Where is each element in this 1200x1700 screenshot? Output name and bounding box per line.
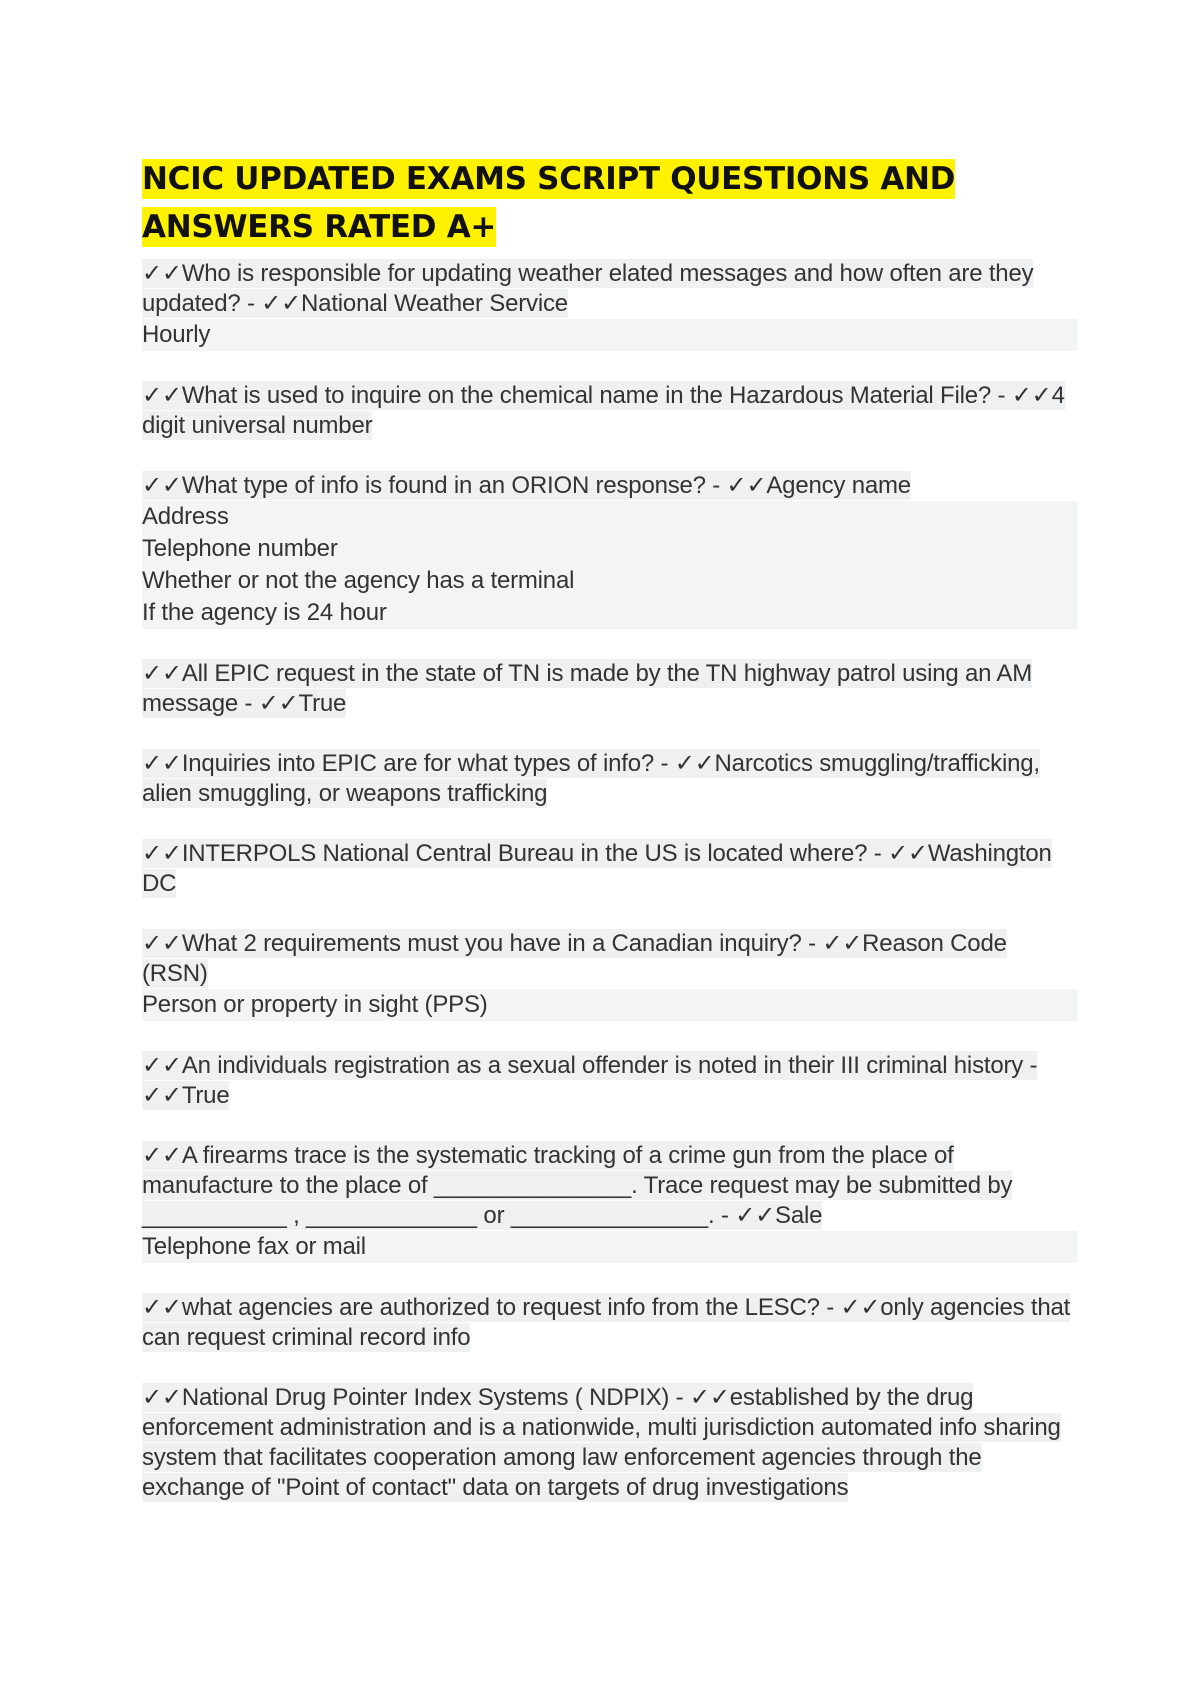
document-title xyxy=(142,155,1077,251)
qa-item-9 xyxy=(142,1141,1077,1263)
qa-question: ✓✓What is used to inquire on the chemical name in the Hazardous Material File? - ✓✓4 digit universal number xyxy=(142,382,1065,439)
qa-question: ✓✓A firearms trace is the systematic tracking of a crime gun from the place of manufacture to the place of _______________. Trace request may be submitted by ___________ , _____________ or _______________. - ✓✓Sale xyxy=(142,1142,1013,1229)
qa-answer-line: Address xyxy=(142,501,1077,533)
qa-question: ✓✓Who is responsible for updating weather elated messages and how often are they updated? - ✓✓National Weather Service xyxy=(142,260,1034,317)
qa-question: ✓✓what agencies are authorized to request info from the LESC? - ✓✓only agencies that can request criminal record info xyxy=(142,1294,1071,1351)
qa-answer-line: Hourly xyxy=(142,319,1077,351)
qa-question: ✓✓National Drug Pointer Index Systems ( NDPIX) - ✓✓established by the drug enforcement administration and is a nationwide, multi jurisdiction automated info sharing system that facilitates cooperation among law enforcement agencies through the exchange of "Point of contact" data on targets of drug investigations xyxy=(142,1384,1061,1501)
qa-item-1 xyxy=(142,259,1077,351)
qa-question: ✓✓What 2 requirements must you have in a Canadian inquiry? - ✓✓Reason Code (RSN) xyxy=(142,930,1007,987)
qa-item-11 xyxy=(142,1383,1077,1503)
qa-item-2 xyxy=(142,381,1077,441)
qa-item-4 xyxy=(142,659,1077,719)
qa-question: ✓✓All EPIC request in the state of TN is made by the TN highway patrol using an AM message - ✓✓True xyxy=(142,660,1033,717)
qa-item-5 xyxy=(142,749,1077,809)
qa-question: ✓✓Inquiries into EPIC are for what types of info? - ✓✓Narcotics smuggling/trafficking, alien smuggling, or weapons trafficking xyxy=(142,750,1040,807)
document-page xyxy=(142,155,1077,1533)
qa-answer-line: Telephone fax or mail xyxy=(142,1231,1077,1263)
qa-answer-line: Person or property in sight (PPS) xyxy=(142,989,1077,1021)
qa-item-6 xyxy=(142,839,1077,899)
qa-item-8 xyxy=(142,1051,1077,1111)
qa-question: ✓✓What type of info is found in an ORION response? - ✓✓Agency name xyxy=(142,472,911,499)
qa-question: ✓✓An individuals registration as a sexual offender is noted in their III criminal history - ✓✓True xyxy=(142,1052,1038,1109)
qa-item-7 xyxy=(142,929,1077,1021)
qa-item-3 xyxy=(142,471,1077,629)
document-title-text: NCIC UPDATED EXAMS SCRIPT QUESTIONS AND ANSWERS RATED A+ xyxy=(142,161,956,245)
qa-answer-line: Whether or not the agency has a terminal xyxy=(142,565,1077,597)
qa-question: ✓✓INTERPOLS National Central Bureau in the US is located where? - ✓✓Washington DC xyxy=(142,840,1052,897)
qa-answer-line: Telephone number xyxy=(142,533,1077,565)
qa-answer-line: If the agency is 24 hour xyxy=(142,597,1077,629)
qa-item-10 xyxy=(142,1293,1077,1353)
